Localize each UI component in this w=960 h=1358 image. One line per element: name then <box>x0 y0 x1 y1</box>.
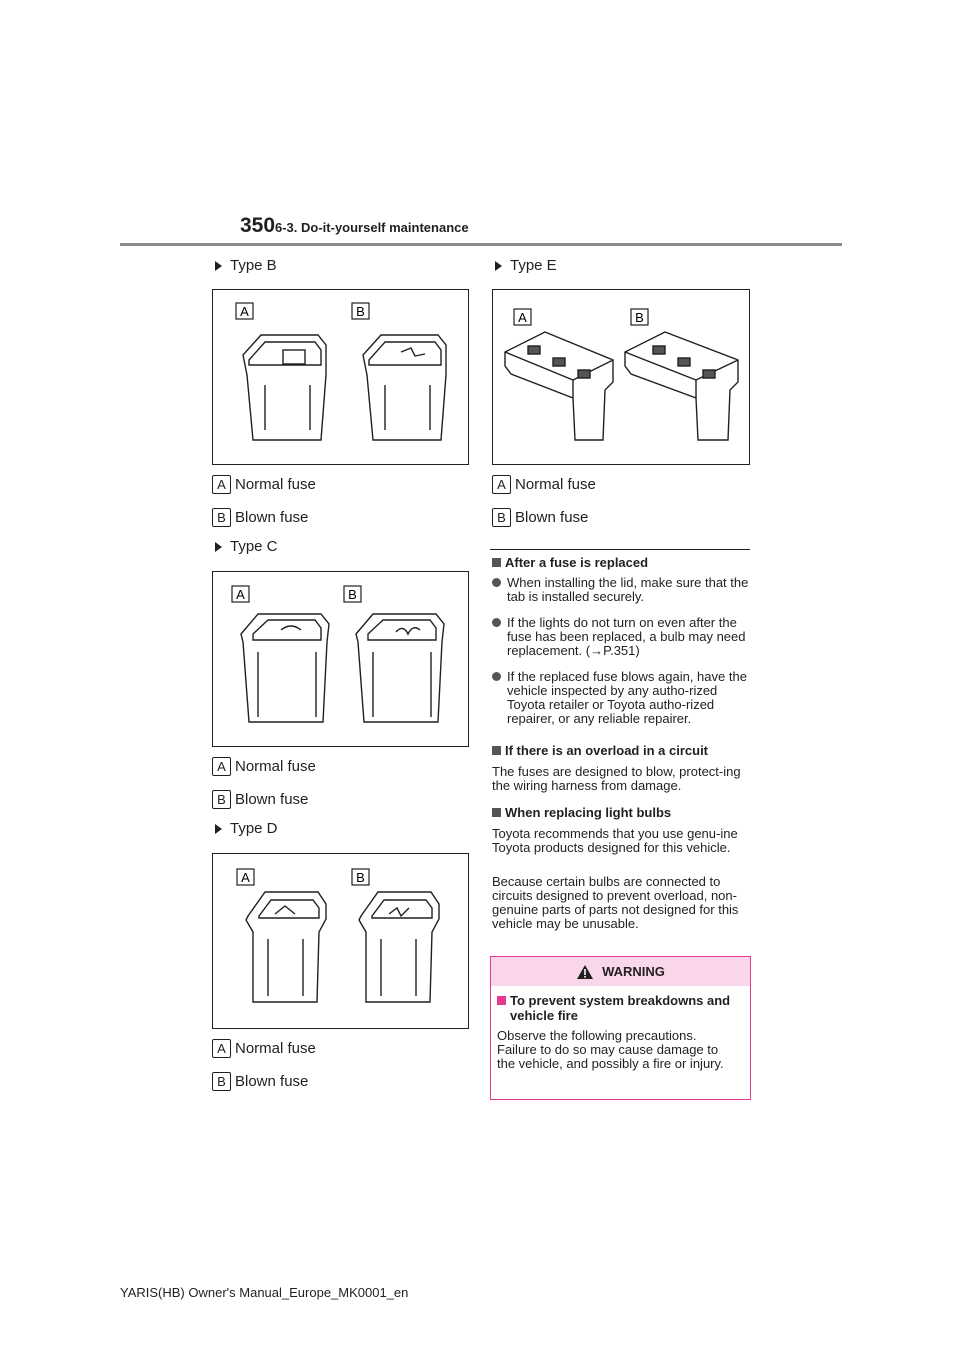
after-replaced-bullet: If the lights do not turn on even after the fuse has been replaced, a bulb may need replacement. (→P.351) <box>492 616 752 658</box>
warning-triangle-icon <box>576 964 594 980</box>
label-b-badge: B <box>492 508 511 527</box>
type-e-fuse-illustration <box>493 290 749 464</box>
type-b-fuse-illustration <box>213 290 468 464</box>
replacing-bulbs-text: Toyota recommends that you use genu-ine Toyota products designed for this vehicle. <box>492 826 738 855</box>
replacing-bulbs-heading: When replacing light bulbs <box>492 805 671 820</box>
type-c-fuse-illustration <box>213 572 468 746</box>
label-a-badge: A <box>212 1039 231 1058</box>
overload-text: The fuses are designed to blow, protect-ing the wiring harness from damage. <box>492 764 741 793</box>
type-b-figure <box>212 289 469 465</box>
type-e-caption-a: A Normal fuse <box>492 475 596 494</box>
type-e-heading: Type E <box>495 257 557 274</box>
svg-text:B: B <box>356 304 365 319</box>
label-b-badge: B <box>212 790 231 809</box>
svg-text:A: A <box>236 587 245 602</box>
type-d-fuse-illustration <box>213 854 468 1028</box>
round-bullet-icon <box>492 618 501 627</box>
round-bullet-icon <box>492 672 501 681</box>
type-d-caption-b: B Blown fuse <box>212 1072 308 1091</box>
type-d-heading: Type D <box>215 820 278 837</box>
warning-box <box>490 956 751 1100</box>
type-c-figure <box>212 571 469 747</box>
section-title: 6-3. Do-it-yourself maintenance <box>275 220 469 235</box>
label-a-badge: A <box>492 475 511 494</box>
type-b-caption-b: B Blown fuse <box>212 508 308 527</box>
square-bullet-icon <box>492 808 501 817</box>
page-number: 350 <box>240 214 276 237</box>
square-bullet-icon <box>497 996 506 1005</box>
warning-text: Observe the following precautions. Failure to do so may cause damage to the vehicle, and possibly a fire or injury. <box>497 1028 724 1071</box>
warning-heading: To prevent system breakdowns and vehicle fire <box>497 993 737 1023</box>
svg-text:B: B <box>348 587 357 602</box>
type-c-heading: Type C <box>215 538 278 555</box>
replacing-bulbs-text-2: Because certain bulbs are connected to circuits designed to prevent overload, non-genuine parts of parts not designed for this vehicle may be unusable. <box>492 874 739 931</box>
after-replaced-bullet: When installing the lid, make sure that the tab is installed securely. <box>492 576 752 604</box>
square-bullet-icon <box>492 558 501 567</box>
footer: YARIS(HB) Owner's Manual_Europe_MK0001_en <box>120 1285 409 1300</box>
svg-text:B: B <box>356 870 365 885</box>
type-e-figure <box>492 289 750 465</box>
overload-heading: If there is an overload in a circuit <box>492 743 708 758</box>
type-b-caption-a: A Normal fuse <box>212 475 316 494</box>
svg-text:A: A <box>518 310 527 325</box>
type-e-caption-b: B Blown fuse <box>492 508 588 527</box>
label-b-badge: B <box>212 508 231 527</box>
after-replaced-bullet: If the replaced fuse blows again, have the vehicle inspected by any autho-rized Toyota retailer or Toyota autho-rized repairer, or any reliable repairer. <box>492 670 752 726</box>
type-c-caption-b: B Blown fuse <box>212 790 308 809</box>
triangle-bullet-icon <box>215 542 222 552</box>
svg-text:A: A <box>240 304 249 319</box>
triangle-bullet-icon <box>215 824 222 834</box>
label-a-badge: A <box>212 475 231 494</box>
triangle-bullet-icon <box>215 261 222 271</box>
notes-divider <box>490 549 750 550</box>
round-bullet-icon <box>492 578 501 587</box>
type-d-caption-a: A Normal fuse <box>212 1039 316 1058</box>
type-d-figure <box>212 853 469 1029</box>
after-replaced-heading: After a fuse is replaced <box>492 555 648 570</box>
label-a-badge: A <box>212 757 231 776</box>
svg-text:A: A <box>241 870 250 885</box>
warning-header: WARNING <box>491 957 750 986</box>
label-b-badge: B <box>212 1072 231 1091</box>
square-bullet-icon <box>492 746 501 755</box>
type-c-caption-a: A Normal fuse <box>212 757 316 776</box>
header-rule <box>120 243 842 246</box>
triangle-bullet-icon <box>495 261 502 271</box>
svg-text:B: B <box>635 310 644 325</box>
type-b-heading: Type B <box>215 257 277 274</box>
